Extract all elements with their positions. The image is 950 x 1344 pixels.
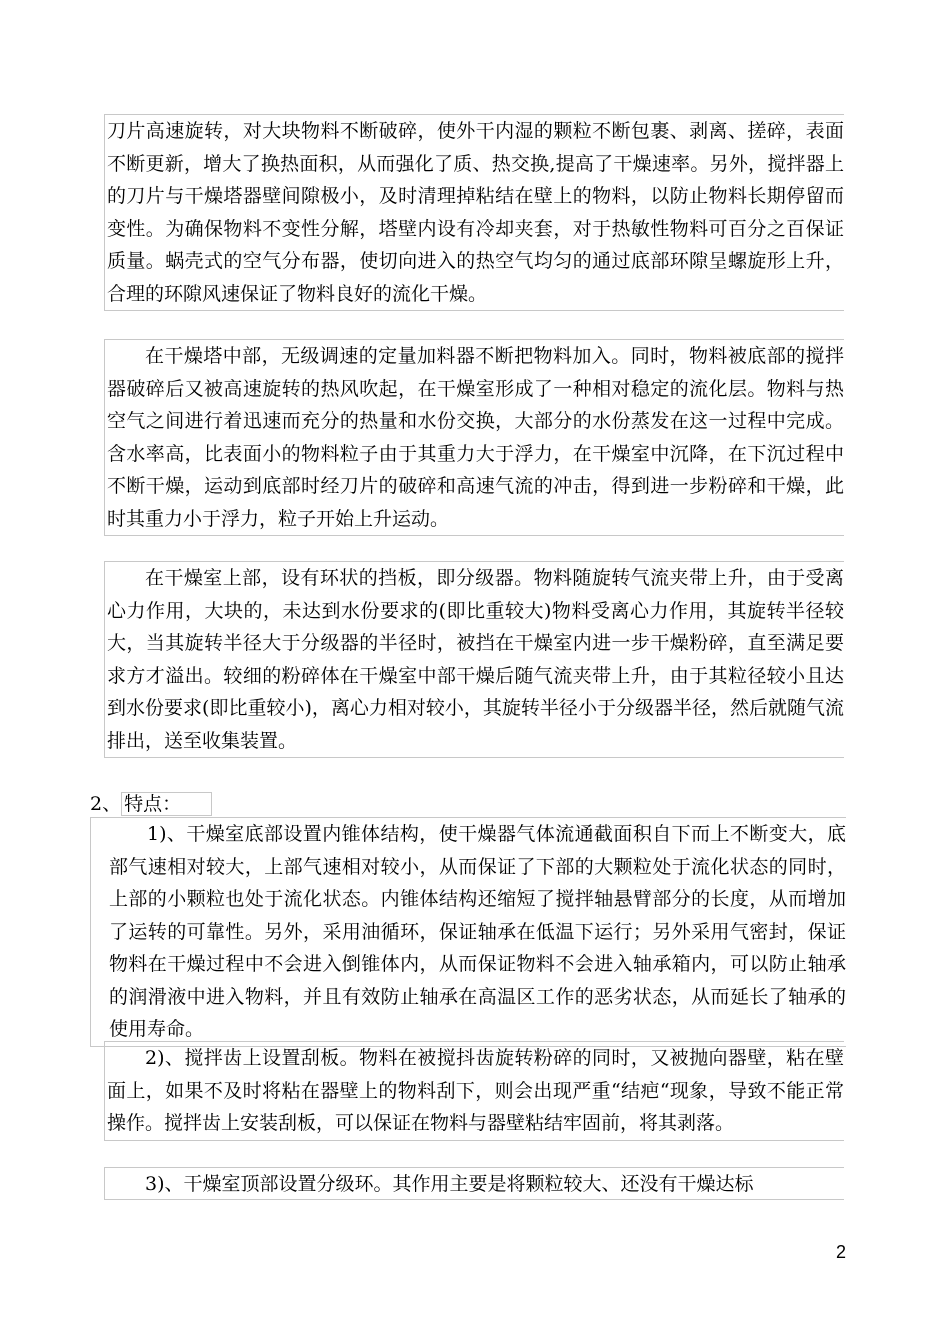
section-heading <box>90 788 212 820</box>
section-title: 特点： <box>121 792 212 816</box>
paragraph-continuation: 刀片高速旋转，对大块物料不断破碎，使外干内湿的颗粒不断包裹、剥离、搓碎，表面不断更新，增大了换热面积，从而强化了质、热交换,提高了干燥速率。另外，搅拌器上的刀片与干燥塔器壁间隙极小，及时清理掉粘结在壁上的物料，以防止物料长期停留而变性。为确保物料不变性分解，塔壁内设有冷却夹套，对于热敏性物料可百分之百保证质量。蜗壳式的空气分布器，使切向进入的热空气均匀的通过底部环隙呈螺旋形上升，合理的环隙风速保证了物料良好的流化干燥。 <box>104 114 844 311</box>
paragraph-classifier: 在干燥室上部，设有环状的挡板，即分级器。物料随旋转气流夹带上升，由于受离心力作用，大块的，未达到水份要求的(即比重较大)物料受离心力作用，其旋转半径较大，当其旋转半径大于分级器的半径时，被挡在干燥室内进一步干燥粉碎，直至满足要求方才溢出。较细的粉碎体在干燥室中部干燥后随气流夹带上升，由于其粒径较小且达到水份要求(即比重较小)，离心力相对较小，其旋转半径小于分级器半径，然后就随气流排出，送至收集装置。 <box>104 561 844 758</box>
feature-item-2: 2)、搅拌齿上设置刮板。物料在被搅抖齿旋转粉碎的同时，又被抛向器壁，粘在壁面上，如果不及时将粘在器壁上的物料刮下，则会出现严重“结疤“现象，导致不能正常操作。搅拌齿上安装刮板，可以保证在物料与器壁粘结牢固前，将其剥落。 <box>104 1041 844 1141</box>
page-number: 2 <box>835 1242 846 1262</box>
feature-item-3: 3)、干燥室顶部设置分级环。其作用主要是将颗粒较大、还没有干燥达标 <box>104 1167 844 1200</box>
section-number: 2、 <box>90 793 122 815</box>
feature-item-1: 1)、干燥室底部设置内锥体结构，使干燥器气体流通截面积自下而上不断变大，底部气速相对较大，上部气速相对较小，从而保证了下部的大颗粒处于流化状态的同时，上部的小颗粒也处于流化状态。内锥体结构还缩短了搅拌轴悬臂部分的长度，从而增加了运转的可靠性。另外，采用油循环，保证轴承在低温下运行；另外采用气密封，保证物料在干燥过程中不会进入倒锥体内，从而保证物料不会进入轴承箱内，可以防止轴承的润滑液中进入物料，并且有效防止轴承在高温区工作的恶劣状态，从而延长了轴承的使用寿命。 <box>90 817 846 1047</box>
paragraph-feeding: 在干燥塔中部，无级调速的定量加料器不断把物料加入。同时，物料被底部的搅拌器破碎后又被高速旋转的热风吹起，在干燥室形成了一种相对稳定的流化层。物料与热空气之间进行着迅速而充分的热量和水份交换，大部分的水份蒸发在这一过程中完成。含水率高，比表面小的物料粒子由于其重力大于浮力，在干燥室中沉降，在下沉过程中不断干燥，运动到底部时经刀片的破碎和高速气流的冲击，得到进一步粉碎和干燥，此时其重力小于浮力，粒子开始上升运动。 <box>104 339 844 536</box>
